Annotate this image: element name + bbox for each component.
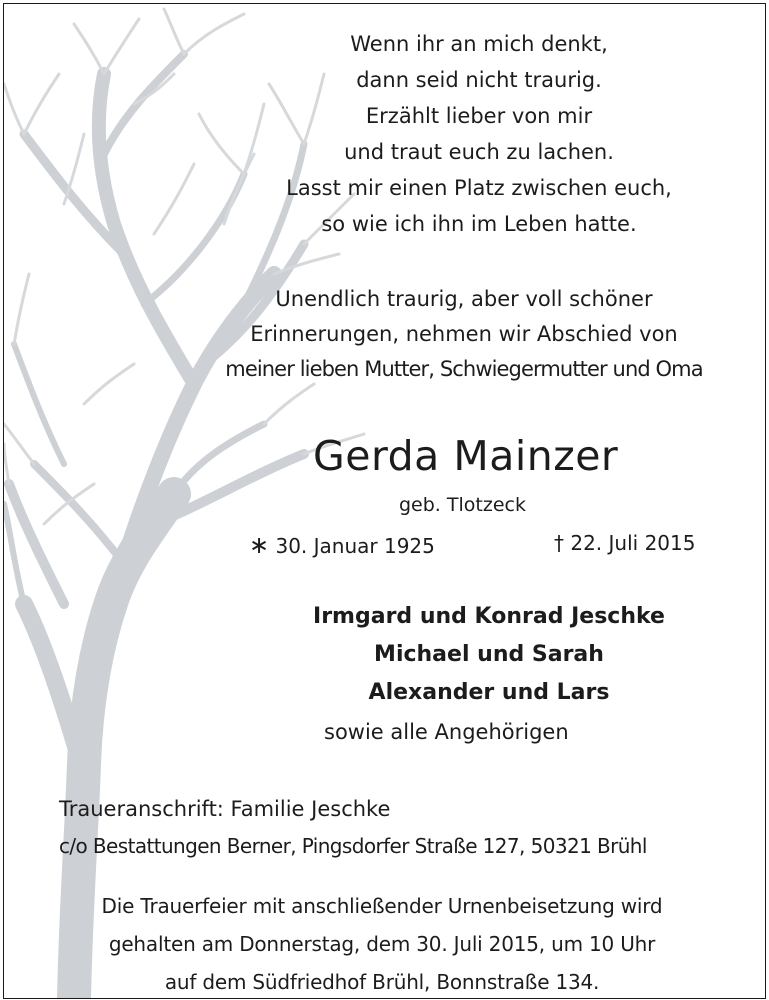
mourners-list: [229, 598, 749, 712]
poem-line: so wie ich ihn im Leben hatte.: [321, 212, 637, 236]
obituary-notice: [3, 3, 766, 999]
poem-line: Lasst mir einen Platz zwischen euch,: [286, 176, 672, 200]
service-line: gehalten am Donnerstag, dem 30. Juli 2015, um 10 Uhr: [108, 932, 656, 956]
mourner-line: Irmgard und Konrad Jeschke: [313, 604, 665, 629]
mourning-address: c/o Bestattungen Berner, Pingsdorfer Straße 127, 50321 Brühl: [59, 834, 647, 858]
service-line: Die Trauerfeier mit anschließender Urnenbeisetzung wird: [101, 894, 663, 918]
poem-line: und traut euch zu lachen.: [344, 140, 614, 164]
death-date: 22. Juli 2015: [570, 531, 696, 555]
poem-line: Wenn ihr an mich denkt,: [350, 32, 608, 56]
poem-line: dann seid nicht traurig.: [356, 68, 602, 92]
mourning-address-title: Traueranschrift: Familie Jeschke: [59, 797, 391, 821]
star-icon: ∗: [249, 531, 270, 559]
service-info: [22, 887, 742, 999]
cross-icon: †: [554, 531, 564, 555]
intro-line: Unendlich traurig, aber voll schöner: [275, 287, 653, 311]
poem: [219, 26, 739, 242]
death-date-group: [554, 531, 695, 555]
birth-date: 30. Januar 1925: [275, 534, 435, 558]
service-line: auf dem Südfriedhof Brühl, Bonnstraße 134.: [164, 970, 600, 994]
mourner-line: Michael und Sarah: [374, 642, 604, 667]
poem-line: Erzählt lieber von mir: [365, 104, 593, 128]
intro-line: meiner lieben Mutter, Schwiegermutter und Oma: [225, 357, 703, 381]
intro-text: [164, 282, 764, 387]
birth-date-group: [249, 531, 435, 559]
intro-line: Erinnerungen, nehmen wir Abschied von: [250, 322, 678, 346]
mourner-line: Alexander und Lars: [368, 680, 610, 705]
born-name: geb. Tlotzeck: [399, 494, 526, 516]
other-relatives: sowie alle Angehörigen: [324, 720, 569, 744]
deceased-name: Gerda Mainzer: [313, 432, 619, 480]
